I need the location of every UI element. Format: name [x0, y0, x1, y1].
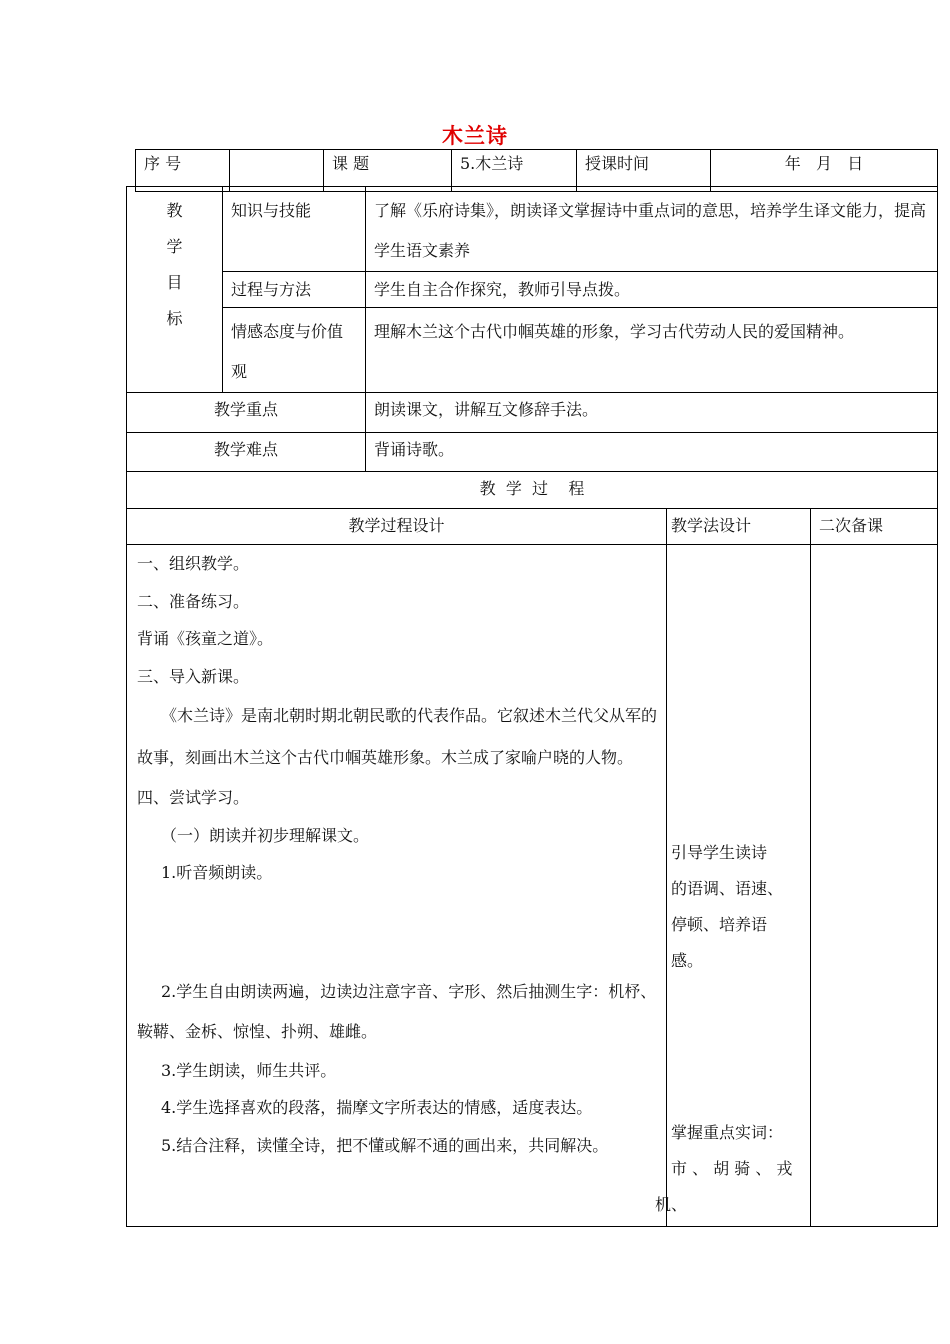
- spacer: [667, 979, 810, 1115]
- date-value: 年 月 日: [711, 150, 938, 192]
- process-step: 四、尝试学习。: [137, 788, 250, 807]
- objectives-label: [127, 187, 223, 393]
- objective-label-process: 过程与方法: [223, 272, 366, 308]
- process-step: 3.学生朗读，师生共评。: [161, 1060, 337, 1080]
- key-point-label: 教学重点: [127, 393, 366, 433]
- objective-content-process: 学生自主合作探究，教师引导点拨。: [366, 272, 938, 308]
- method-note: 引导学生读诗: [671, 843, 768, 862]
- objectives-char: 学: [166, 237, 183, 256]
- difficulty-content: 背诵诗歌。: [366, 433, 938, 472]
- method-note: 掌握重点实词：: [671, 1123, 784, 1142]
- objective-content-attitude: 理解木兰这个古代巾帼英雄的形象，学习古代劳动人民的爱国精神。: [366, 308, 938, 393]
- method-note: 机、: [655, 1195, 688, 1214]
- objectives-char: 教: [166, 201, 183, 220]
- lesson-plan-table: [126, 186, 938, 1227]
- seq-label: 序 号: [136, 150, 230, 192]
- process-step: 二、准备练习。: [137, 591, 250, 611]
- method-note: 市 、 胡 骑 、 戎: [671, 1159, 793, 1178]
- method-note: 停顿、培养语: [671, 915, 768, 934]
- topic-value: 5.木兰诗: [452, 150, 577, 192]
- column-method: 教学法设计: [667, 509, 811, 545]
- process-step: 背诵《孩童之道》。: [137, 629, 274, 648]
- column-design: 教学过程设计: [127, 509, 667, 545]
- objective-content-knowledge: 了解《乐府诗集》，朗读译文掌握诗中重点词的意思，培养学生译文能力，提高学生语文素养: [366, 187, 938, 272]
- difficulty-label: 教学难点: [127, 433, 366, 472]
- objective-label-attitude: 情感态度与价值观: [223, 308, 366, 393]
- key-point-content: 朗读课文，讲解互文修辞手法。: [366, 393, 938, 433]
- process-step: （一）朗读并初步理解课文。: [161, 825, 370, 845]
- process-step: 1.听音频朗读。: [161, 863, 273, 882]
- process-title: 教 学 过 程: [127, 472, 938, 509]
- objectives-char: 标: [166, 309, 183, 328]
- process-step: 一、组织教学。: [137, 554, 250, 573]
- process-step: 2.学生自由朗读两遍，边读边注意字音、字形、然后抽测生字：机杼、鞍鞯、金柝、惊惶、扑朔、雄雌。: [137, 981, 657, 1041]
- second-prep-cell: [811, 545, 938, 1227]
- process-step: 三、导入新课。: [137, 666, 250, 686]
- method-cell: [655, 545, 811, 1227]
- method-note: 的语调、语速、: [671, 879, 784, 898]
- process-design-cell: [127, 545, 667, 1227]
- method-note: 感。: [671, 951, 704, 970]
- objectives-char: 目: [166, 273, 183, 292]
- spacer: [127, 892, 666, 972]
- column-second: 二次备课: [811, 509, 938, 545]
- process-intro-paragraph: 《木兰诗》是南北朝时期北朝民歌的代表作品。它叙述木兰代父从军的故事，刻画出木兰这个古代巾帼英雄形象。木兰成了家喻户晓的人物。: [137, 706, 658, 767]
- process-step: 5.结合注释，读懂全诗，把不懂或解不通的画出来，共同解决。: [161, 1135, 609, 1155]
- objective-label-knowledge: 知识与技能: [223, 187, 366, 272]
- document-title: 木兰诗: [442, 124, 508, 148]
- time-label: 授课时间: [577, 150, 711, 192]
- process-step: 4.学生选择喜欢的段落，揣摩文字所表达的情感，适度表达。: [161, 1098, 593, 1117]
- topic-label: 课 题: [324, 150, 452, 192]
